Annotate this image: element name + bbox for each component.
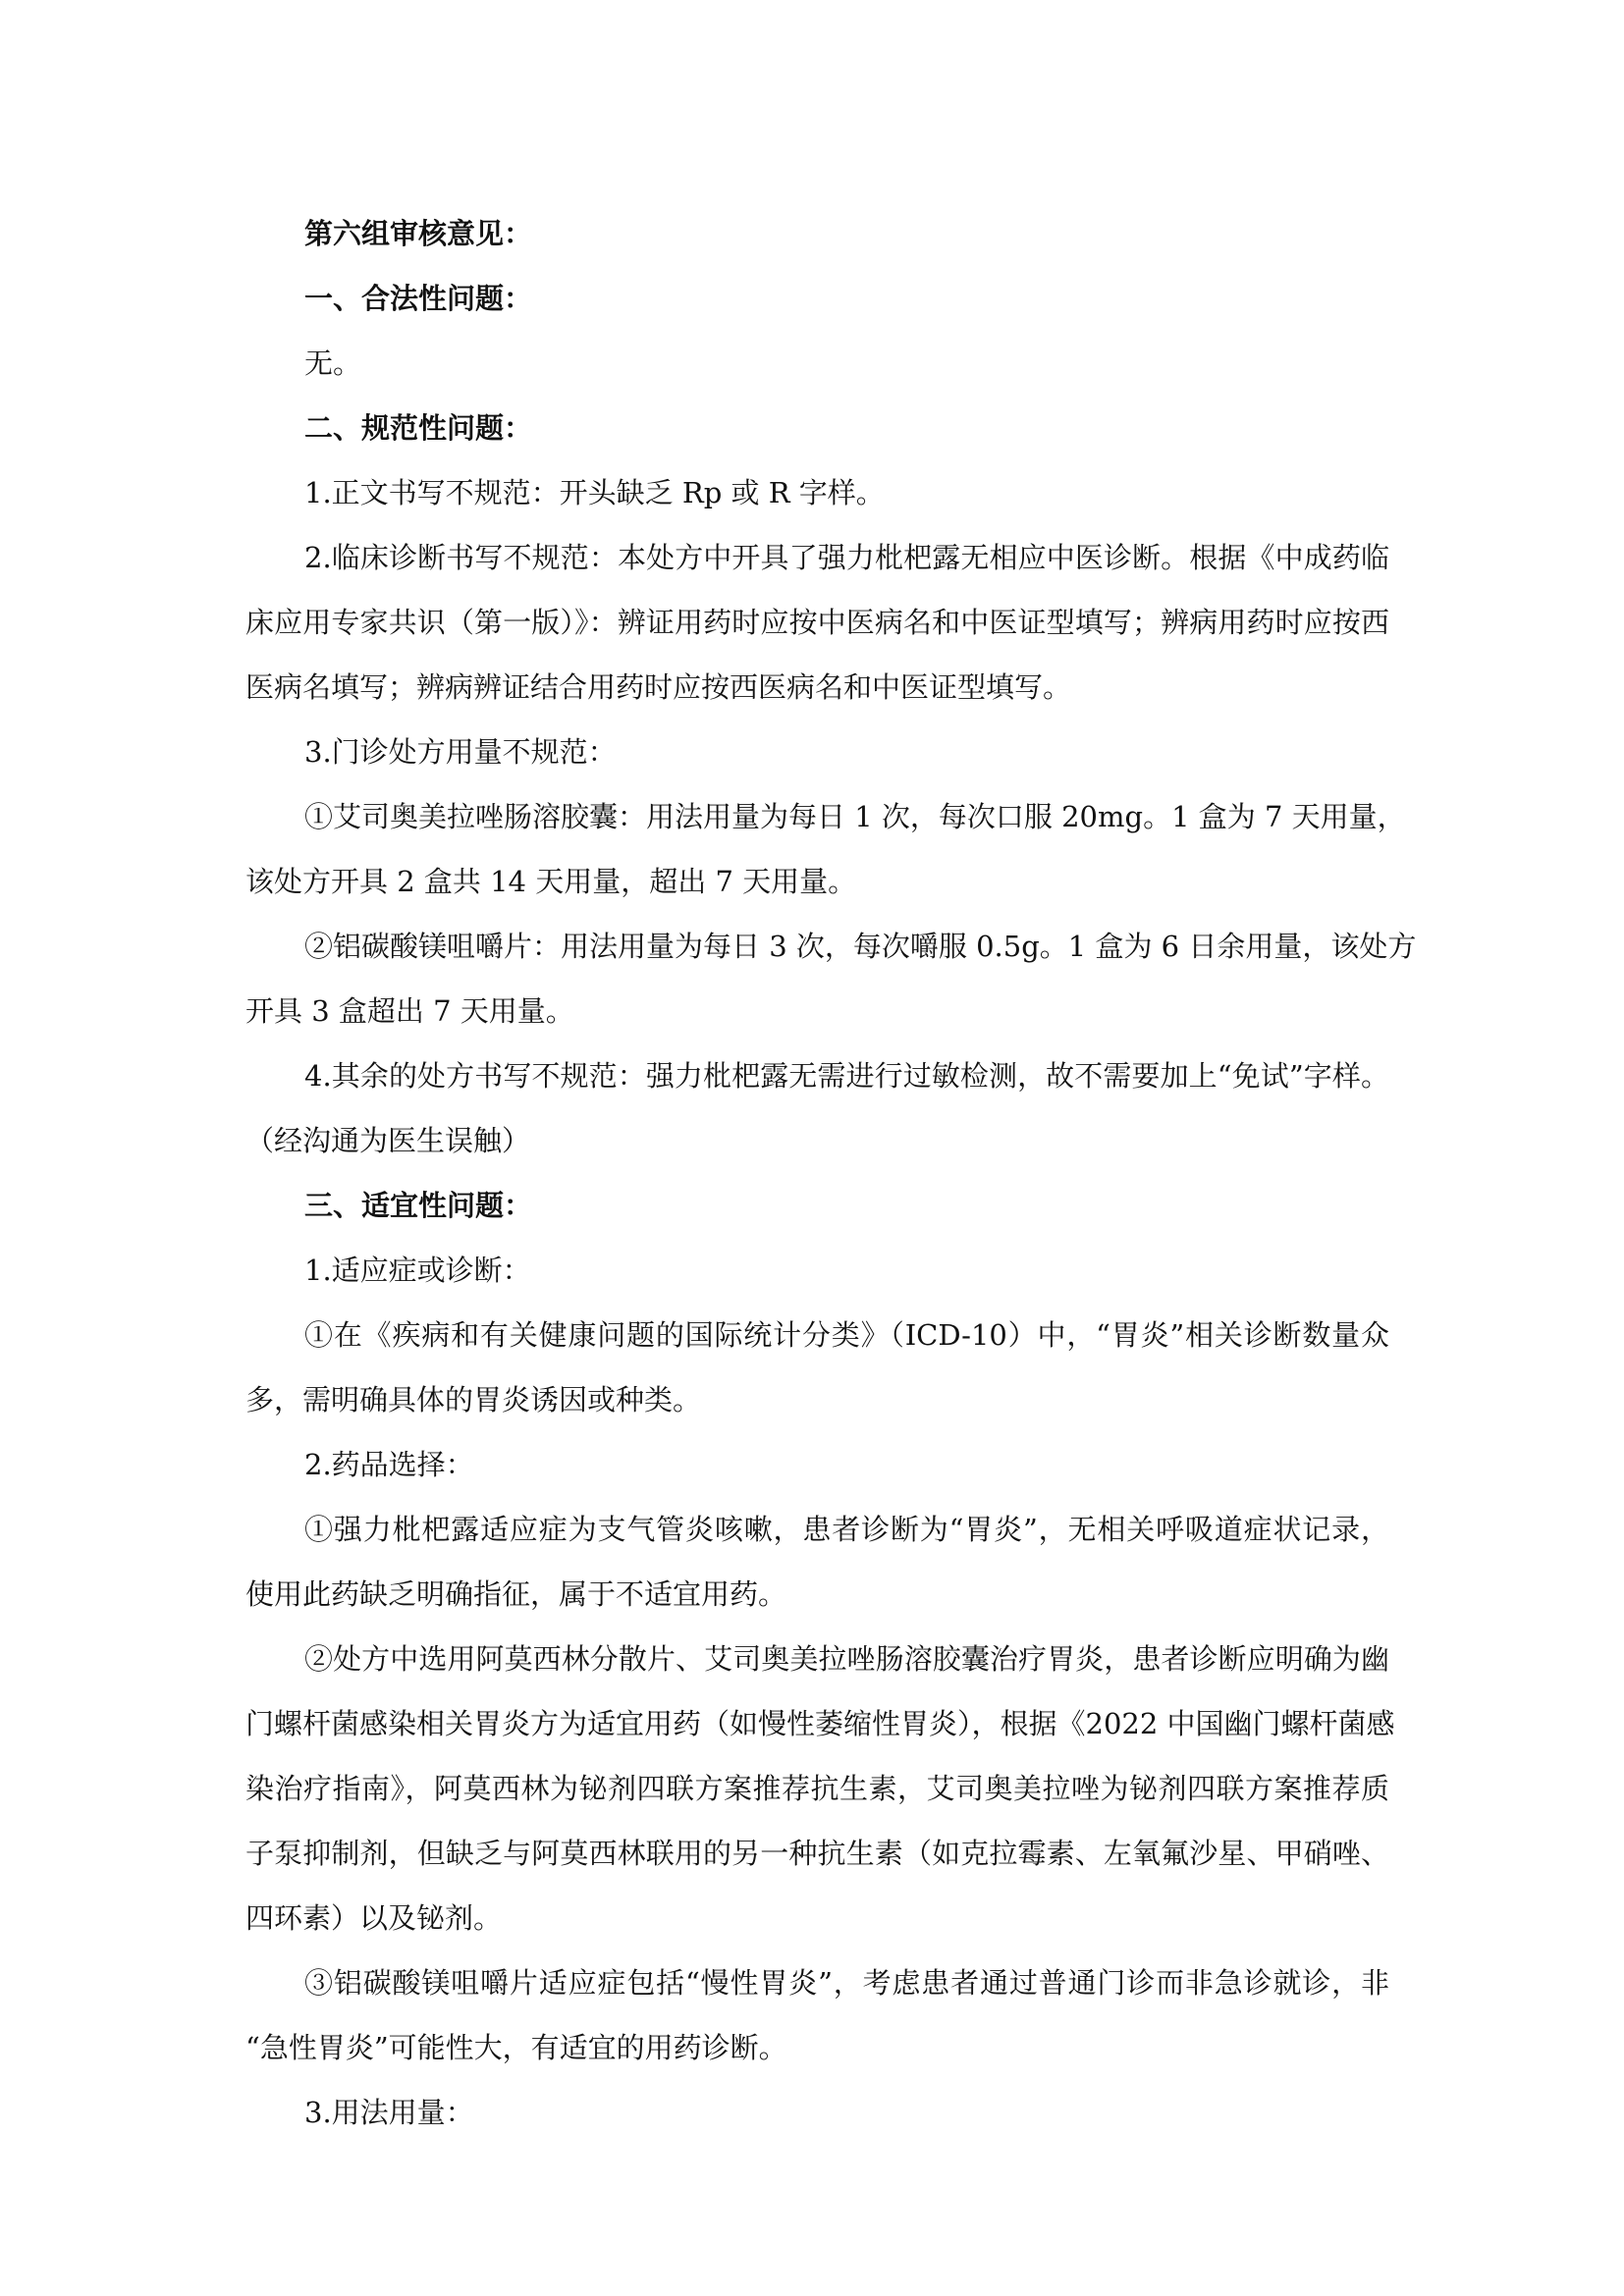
paragraph-diagnosis-line-1: 2.临床诊断书写不规范：本处方中开具了强力枇杷露无相应中医诊断。根据《中成药临 <box>304 541 1389 574</box>
paragraph-dosage-heading: 3.门诊处方用量不规范： <box>304 735 617 769</box>
section-body-legality: 无。 <box>304 347 362 380</box>
paragraph-hydrotalcite-indication-line-2: “急性胃炎”可能性大，有适宜的用药诊断。 <box>245 2031 787 2064</box>
paragraph-icd-line-2: 多，需明确具体的胃炎诱因或种类。 <box>245 1383 702 1416</box>
paragraph-amoxicillin-line-3: 染治疗指南》，阿莫西林为铋剂四联方案推荐抗生素，艾司奥美拉唑为铋剂四联方案推荐质 <box>245 1772 1389 1805</box>
paragraph-esomeprazole-line-2: 该处方开具 2 盒共 14 天用量，超出 7 天用量。 <box>245 865 857 898</box>
paragraph-amoxicillin-line-2: 门螺杆菌感染相关胃炎方为适宜用药（如慢性萎缩性胃炎），根据《2022 中国幽门螺杆菌感 <box>245 1707 1395 1740</box>
paragraph-usage-dosage-heading: 3.用法用量： <box>304 2096 474 2129</box>
paragraph-other-format-line-1: 4.其余的处方书写不规范：强力枇杷露无需进行过敏检测，故不需要加上“免试”字样。 <box>304 1059 1389 1093</box>
paragraph-other-format-line-2: （经沟通为医生误触） <box>245 1124 531 1157</box>
document-page <box>245 201 1417 2145</box>
paragraph-diagnosis-line-2: 床应用专家共识（第一版）》：辨证用药时应按中医病名和中医证型填写；辨病用药时应按西 <box>245 606 1389 639</box>
section-heading-legality: 一、合法性问题： <box>304 282 533 315</box>
paragraph-amoxicillin-line-4: 子泵抑制剂，但缺乏与阿莫西林联用的另一种抗生素（如克拉霉素、左氧氟沙星、甲硝唑、 <box>245 1837 1389 1870</box>
paragraph-hydrotalcite-line-1: ②铝碳酸镁咀嚼片：用法用量为每日 3 次，每次嚼服 0.5g。1 盒为 6 日余用量，该处方 <box>304 930 1417 963</box>
paragraph-amoxicillin-line-1: ②处方中选用阿莫西林分散片、艾司奥美拉唑肠溶胶囊治疗胃炎，患者诊断应明确为幽 <box>304 1642 1389 1676</box>
paragraph-diagnosis-line-3: 医病名填写；辨病辨证结合用药时应按西医病名和中医证型填写。 <box>245 670 1072 704</box>
paragraph-drug-selection-heading: 2.药品选择： <box>304 1448 474 1481</box>
paragraph-loquat-line-2: 使用此药缺乏明确指征，属于不适宜用药。 <box>245 1577 787 1611</box>
paragraph-icd-line-1: ①在《疾病和有关健康问题的国际统计分类》（ICD-10）中，“胃炎”相关诊断数量众 <box>304 1318 1389 1352</box>
paragraph-text-format: 1.正文书写不规范：开头缺乏 Rp 或 R 字样。 <box>304 476 885 509</box>
paragraph-esomeprazole-line-1: ①艾司奥美拉唑肠溶胶囊：用法用量为每日 1 次，每次口服 20mg。1 盒为 7 天用量， <box>304 800 1406 833</box>
paragraph-hydrotalcite-line-2: 开具 3 盒超出 7 天用量。 <box>245 994 574 1028</box>
paragraph-amoxicillin-line-5: 四环素）以及铋剂。 <box>245 1901 503 1935</box>
section-heading-standardization: 二、规范性问题： <box>304 411 533 445</box>
paragraph-indication-heading: 1.适应症或诊断： <box>304 1254 531 1287</box>
section-heading-appropriateness: 三、适宜性问题： <box>304 1189 533 1222</box>
paragraph-hydrotalcite-indication-line-1: ③铝碳酸镁咀嚼片适应症包括“慢性胃炎”，考虑患者通过普通门诊而非急诊就诊，非 <box>304 1966 1389 2000</box>
paragraph-loquat-line-1: ①强力枇杷露适应症为支气管炎咳嗽，患者诊断为“胃炎”，无相关呼吸道症状记录， <box>304 1513 1389 1546</box>
document-title: 第六组审核意见： <box>304 217 533 250</box>
